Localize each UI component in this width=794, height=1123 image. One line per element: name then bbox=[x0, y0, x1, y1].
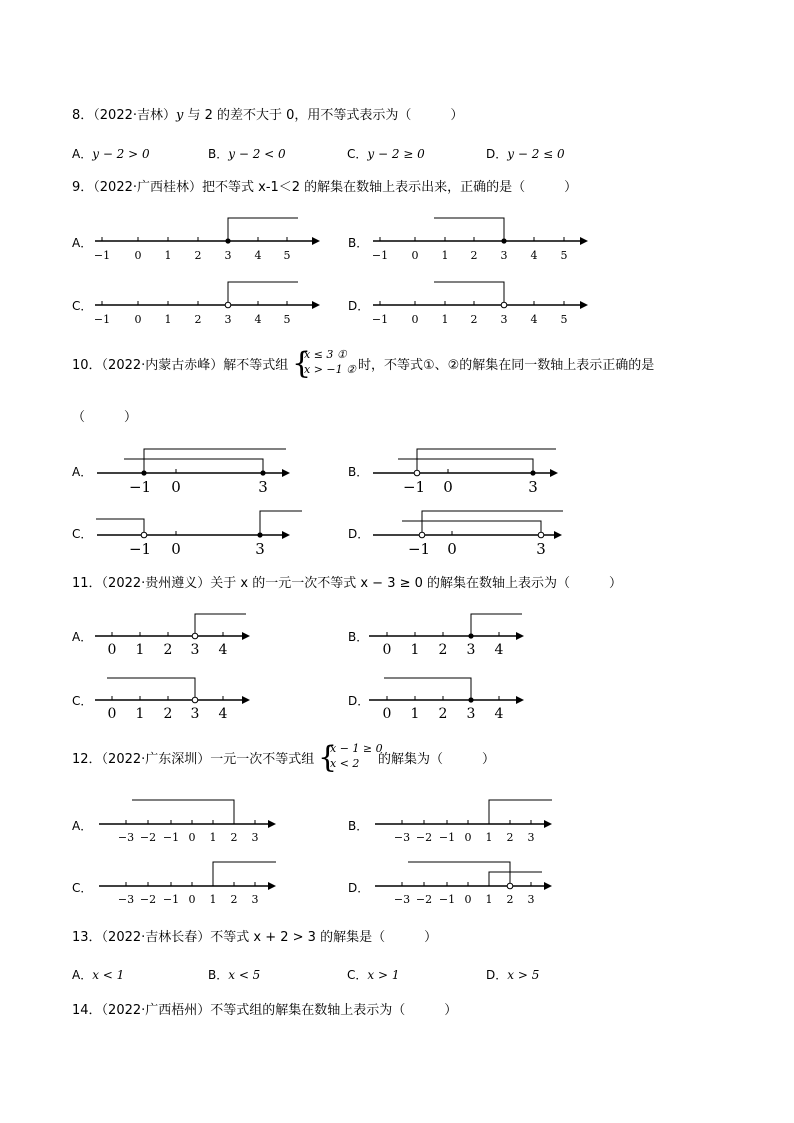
q12-number-line-c[interactable] bbox=[96, 856, 286, 908]
tick-label: 1 bbox=[164, 313, 172, 326]
tick-label: 0 bbox=[447, 540, 457, 558]
q10-number-line-d[interactable] bbox=[368, 502, 578, 558]
tick-label: 4 bbox=[218, 642, 228, 658]
q9-label-b: B． bbox=[348, 236, 369, 250]
q13-option-b[interactable] bbox=[208, 966, 260, 983]
tick-label: 3 bbox=[536, 540, 546, 558]
tick-label: 0 bbox=[382, 642, 392, 658]
q9-number-line-d[interactable] bbox=[368, 276, 598, 326]
option-expr: y − 2 > 0 bbox=[92, 147, 150, 161]
q9-number-line-c[interactable] bbox=[90, 276, 320, 326]
q8-option-b[interactable] bbox=[208, 145, 286, 162]
tick-label: 4 bbox=[254, 249, 262, 262]
q10-number-line-c[interactable] bbox=[92, 502, 307, 558]
tick-label: 0 bbox=[188, 893, 196, 906]
q12-inequality-1: x − 1 ≥ 0 bbox=[330, 742, 383, 755]
tick-label: 1 bbox=[135, 642, 145, 658]
tick-label: −1 bbox=[402, 478, 426, 496]
q12-stem-prefix: 12．（2022·广东深圳）一元一次不等式组 bbox=[72, 752, 315, 767]
q11-stem: 11．（2022·贵州遵义）关于 x 的一元一次不等式 x − 3 ≥ 0 的解集在数轴上表示为（ ） bbox=[72, 576, 623, 591]
q10-label-b: B． bbox=[348, 465, 369, 479]
q10-inequality-2: x > −1 ② bbox=[304, 363, 356, 376]
tick-label: 0 bbox=[382, 706, 392, 722]
q10-stem-prefix: 10．（2022·内蒙古赤峰）解不等式组 bbox=[72, 358, 289, 373]
q9-label-d: D． bbox=[348, 299, 370, 313]
q10-label-d: D． bbox=[348, 527, 370, 541]
q11-number-line-c[interactable] bbox=[92, 672, 262, 722]
q12-label-d: D． bbox=[348, 881, 370, 895]
tick-label: 3 bbox=[528, 478, 538, 496]
option-label: D． bbox=[486, 147, 508, 161]
tick-label: 5 bbox=[283, 313, 291, 326]
tick-label: 3 bbox=[224, 249, 232, 262]
q11-label-b: B． bbox=[348, 630, 369, 644]
tick-label: 3 bbox=[466, 642, 476, 658]
q10-stem-suffix: 时，不等式①、②的解集在同一数轴上表示正确的是 bbox=[358, 358, 655, 373]
q10-system bbox=[304, 347, 356, 377]
tick-label: 0 bbox=[134, 249, 142, 262]
q13-option-d[interactable] bbox=[486, 966, 539, 983]
tick-label: 1 bbox=[485, 893, 493, 906]
q11-number-line-d[interactable] bbox=[366, 672, 536, 722]
q8-variable: y bbox=[176, 108, 184, 123]
tick-label: −3 bbox=[117, 831, 135, 844]
tick-label: −2 bbox=[139, 893, 157, 906]
tick-label: 4 bbox=[218, 706, 228, 722]
tick-label: 3 bbox=[255, 540, 265, 558]
q9-label-c: C． bbox=[72, 299, 93, 313]
q10-paren: （ ） bbox=[72, 410, 138, 425]
tick-label: 0 bbox=[411, 249, 419, 262]
tick-label: −1 bbox=[162, 893, 180, 906]
q12-inequality-2: x < 2 bbox=[330, 757, 360, 770]
q12-label-b: B． bbox=[348, 819, 369, 833]
q14-stem: 14．（2022·广西梧州）不等式组的解集在数轴上表示为（ ） bbox=[72, 1003, 458, 1018]
tick-label: −1 bbox=[128, 478, 152, 496]
tick-label: 1 bbox=[209, 893, 217, 906]
q10-system-brace: { bbox=[292, 346, 312, 381]
tick-label: 5 bbox=[283, 249, 291, 262]
tick-label: 0 bbox=[134, 313, 142, 326]
q8-stem-rest: 与 2 的差不大于 0，用不等式表示为（ ） bbox=[183, 108, 464, 123]
tick-label: 3 bbox=[258, 478, 268, 496]
tick-label: −1 bbox=[438, 831, 456, 844]
q12-system bbox=[330, 741, 383, 771]
tick-label: 0 bbox=[443, 478, 453, 496]
tick-label: 4 bbox=[494, 706, 504, 722]
option-label: A． bbox=[72, 968, 93, 982]
q9-number-line-a[interactable] bbox=[90, 212, 320, 262]
tick-label: −2 bbox=[415, 831, 433, 844]
tick-label: 2 bbox=[163, 706, 173, 722]
option-expr: x > 1 bbox=[367, 968, 400, 982]
q11-label-c: C． bbox=[72, 694, 93, 708]
tick-label: −1 bbox=[93, 313, 111, 326]
q11-label-a: A． bbox=[72, 630, 93, 644]
tick-label: 0 bbox=[464, 831, 472, 844]
tick-label: 3 bbox=[500, 313, 508, 326]
option-expr: y − 2 ≤ 0 bbox=[507, 147, 565, 161]
tick-label: 0 bbox=[464, 893, 472, 906]
option-label: B． bbox=[208, 968, 229, 982]
tick-label: −1 bbox=[371, 249, 389, 262]
tick-label: 3 bbox=[190, 642, 200, 658]
tick-label: 4 bbox=[530, 313, 538, 326]
tick-label: 2 bbox=[194, 249, 202, 262]
tick-label: 5 bbox=[560, 249, 568, 262]
tick-label: 0 bbox=[107, 706, 117, 722]
tick-label: 2 bbox=[506, 831, 514, 844]
tick-label: −1 bbox=[93, 249, 111, 262]
tick-label: 3 bbox=[500, 249, 508, 262]
tick-label: 3 bbox=[251, 893, 259, 906]
tick-label: 2 bbox=[438, 642, 448, 658]
tick-label: 2 bbox=[470, 313, 478, 326]
option-label: C． bbox=[347, 147, 368, 161]
q8-stem bbox=[72, 108, 463, 124]
q11-number-line-a[interactable] bbox=[92, 608, 262, 658]
tick-label: 3 bbox=[190, 706, 200, 722]
tick-label: 3 bbox=[224, 313, 232, 326]
tick-label: 2 bbox=[506, 893, 514, 906]
tick-label: −3 bbox=[393, 893, 411, 906]
tick-label: 2 bbox=[163, 642, 173, 658]
q9-number-line-b[interactable] bbox=[368, 212, 598, 262]
q12-label-c: C． bbox=[72, 881, 93, 895]
q8-option-c[interactable] bbox=[347, 145, 425, 162]
q13-option-c[interactable] bbox=[347, 966, 399, 983]
tick-label: −2 bbox=[139, 831, 157, 844]
tick-label: 3 bbox=[527, 893, 535, 906]
tick-label: −1 bbox=[128, 540, 152, 558]
q12-number-line-b[interactable] bbox=[372, 794, 562, 846]
q12-number-line-a[interactable] bbox=[96, 794, 286, 846]
tick-label: −3 bbox=[393, 831, 411, 844]
tick-label: 5 bbox=[560, 313, 568, 326]
tick-label: 1 bbox=[209, 831, 217, 844]
q12-number-line-d[interactable] bbox=[372, 856, 562, 908]
tick-label: 3 bbox=[466, 706, 476, 722]
q11-label-d: D． bbox=[348, 694, 370, 708]
tick-label: 1 bbox=[441, 249, 449, 262]
option-label: C． bbox=[347, 968, 368, 982]
tick-label: 4 bbox=[494, 642, 504, 658]
tick-label: 0 bbox=[171, 478, 181, 496]
tick-label: 0 bbox=[107, 642, 117, 658]
q9-stem: 9．（2022·广西桂林）把不等式 x-1＜2 的解集在数轴上表示出来，正确的是（ ） bbox=[72, 180, 578, 195]
tick-label: −1 bbox=[371, 313, 389, 326]
q9-label-a: A． bbox=[72, 236, 93, 250]
tick-label: 3 bbox=[527, 831, 535, 844]
q10-number-line-b[interactable] bbox=[368, 440, 578, 496]
tick-label: −1 bbox=[407, 540, 431, 558]
option-label: A． bbox=[72, 147, 93, 161]
tick-label: 1 bbox=[164, 249, 172, 262]
q10-inequality-1: x ≤ 3 ① bbox=[304, 348, 347, 361]
tick-label: 2 bbox=[438, 706, 448, 722]
tick-label: 1 bbox=[410, 706, 420, 722]
option-label: B． bbox=[208, 147, 229, 161]
tick-label: −1 bbox=[438, 893, 456, 906]
option-expr: y − 2 < 0 bbox=[228, 147, 286, 161]
q10-label-a: A． bbox=[72, 465, 93, 479]
tick-label: 1 bbox=[441, 313, 449, 326]
q10-label-c: C． bbox=[72, 527, 93, 541]
tick-label: 0 bbox=[171, 540, 181, 558]
tick-label: 1 bbox=[410, 642, 420, 658]
option-expr: x < 5 bbox=[228, 968, 261, 982]
q11-number-line-b[interactable] bbox=[366, 608, 536, 658]
option-label: D． bbox=[486, 968, 508, 982]
tick-label: 2 bbox=[230, 893, 238, 906]
tick-label: −3 bbox=[117, 893, 135, 906]
tick-label: 4 bbox=[530, 249, 538, 262]
q8-option-a[interactable] bbox=[72, 145, 150, 162]
tick-label: 0 bbox=[411, 313, 419, 326]
tick-label: −1 bbox=[162, 831, 180, 844]
tick-label: 1 bbox=[135, 706, 145, 722]
option-expr: x < 1 bbox=[92, 968, 125, 982]
q12-stem-suffix: 的解集为（ ） bbox=[378, 752, 496, 767]
option-expr: x > 5 bbox=[507, 968, 540, 982]
tick-label: 1 bbox=[485, 831, 493, 844]
tick-label: 0 bbox=[188, 831, 196, 844]
q13-option-a[interactable] bbox=[72, 966, 124, 983]
tick-label: 3 bbox=[251, 831, 259, 844]
tick-label: 2 bbox=[194, 313, 202, 326]
tick-label: 4 bbox=[254, 313, 262, 326]
q13-stem: 13．（2022·吉林长春）不等式 x + 2 > 3 的解集是（ ） bbox=[72, 930, 438, 945]
option-expr: y − 2 ≥ 0 bbox=[367, 147, 425, 161]
tick-label: 2 bbox=[230, 831, 238, 844]
q12-label-a: A． bbox=[72, 819, 93, 833]
q8-stem-prefix: 8．（2022·吉林） bbox=[72, 108, 176, 123]
q10-number-line-a[interactable] bbox=[92, 440, 302, 496]
tick-label: 2 bbox=[470, 249, 478, 262]
q8-option-d[interactable] bbox=[486, 145, 565, 162]
tick-label: −2 bbox=[415, 893, 433, 906]
q12-system-brace: { bbox=[318, 740, 338, 775]
